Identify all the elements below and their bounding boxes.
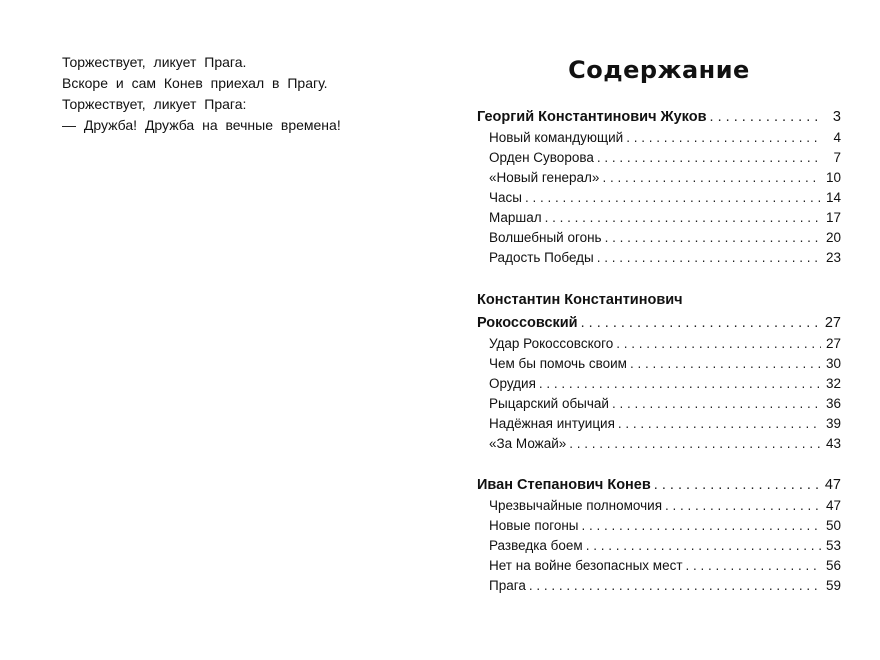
toc-page-number: 14 bbox=[825, 190, 841, 205]
toc-leader-dots bbox=[605, 228, 821, 248]
toc-entry-title: Георгий Константинович Жуков bbox=[477, 109, 707, 125]
toc-leader-dots bbox=[654, 474, 821, 496]
table-of-contents bbox=[477, 52, 841, 596]
toc-leader-dots bbox=[626, 128, 821, 148]
toc-entry-title: Новый командующий bbox=[489, 130, 624, 145]
toc-leader-dots bbox=[545, 208, 821, 228]
text-line: Торжествует, ликует Прага: bbox=[62, 96, 247, 112]
toc-entry[interactable] bbox=[477, 208, 841, 228]
toc-entry-title: «Новый генерал» bbox=[489, 170, 600, 185]
toc-leader-dots bbox=[525, 188, 821, 208]
toc-entry-title: Волшебный огонь bbox=[489, 230, 602, 245]
toc-entry-main[interactable] bbox=[477, 474, 841, 496]
toc-entry-title: Часы bbox=[489, 190, 522, 205]
toc-page-number: 7 bbox=[833, 150, 841, 165]
toc-entry-title: Орудия bbox=[489, 376, 536, 391]
toc-entry[interactable] bbox=[477, 556, 841, 576]
toc-entry[interactable] bbox=[477, 374, 841, 394]
toc-entry-title: Орден Суворова bbox=[489, 150, 594, 165]
toc-page-number: 10 bbox=[825, 170, 841, 185]
toc-entry[interactable] bbox=[477, 536, 841, 556]
toc-page-number: 47 bbox=[825, 498, 841, 513]
toc-page-number: 47 bbox=[824, 477, 841, 493]
toc-entry-title: Нет на войне безопасных мест bbox=[489, 558, 683, 573]
toc-entry[interactable] bbox=[477, 148, 841, 168]
toc-entry[interactable] bbox=[477, 128, 841, 148]
toc-entry-title: Рыцарский обычай bbox=[489, 396, 609, 411]
toc-entry-title: «За Можай» bbox=[489, 436, 567, 451]
toc-entry-title-line1: Константин Константинович bbox=[477, 292, 683, 308]
toc-leader-dots bbox=[586, 536, 821, 556]
toc-entry-title: Прага bbox=[489, 578, 526, 593]
toc-entry[interactable] bbox=[477, 496, 841, 516]
toc-leader-dots bbox=[581, 312, 821, 334]
toc-section-rokossovsky bbox=[477, 288, 841, 454]
toc-entry-title: Чрезвычайные полномочия bbox=[489, 498, 663, 513]
toc-section-zhukov bbox=[477, 106, 841, 268]
toc-entry[interactable] bbox=[477, 188, 841, 208]
toc-leader-dots bbox=[597, 248, 821, 268]
toc-section-konev bbox=[477, 474, 841, 596]
toc-entry-title: Иван Степанович Конев bbox=[477, 477, 651, 493]
toc-leader-dots bbox=[686, 556, 821, 576]
toc-entry[interactable] bbox=[477, 434, 841, 454]
toc-entry[interactable] bbox=[477, 354, 841, 374]
toc-leader-dots bbox=[602, 168, 821, 188]
toc-entry-main[interactable] bbox=[477, 106, 841, 128]
toc-entry-main[interactable] bbox=[477, 312, 841, 334]
text-line: Торжествует, ликует Прага. bbox=[62, 54, 247, 70]
toc-entry[interactable] bbox=[477, 248, 841, 268]
toc-entry[interactable] bbox=[477, 228, 841, 248]
text-line: Вскоре и сам Конев приехал в Прагу. bbox=[62, 75, 328, 91]
toc-page-number: 39 bbox=[825, 416, 841, 431]
toc-page-number: 3 bbox=[832, 109, 841, 125]
toc-entry-title: Новые погоны bbox=[489, 518, 579, 533]
toc-page-number: 30 bbox=[825, 356, 841, 371]
toc-leader-dots bbox=[597, 148, 821, 168]
toc-page-number: 43 bbox=[825, 436, 841, 451]
toc-page-number: 17 bbox=[825, 210, 841, 225]
toc-page-number: 4 bbox=[833, 130, 841, 145]
toc-entry[interactable] bbox=[477, 414, 841, 434]
toc-page-number: 23 bbox=[825, 250, 841, 265]
toc-leader-dots bbox=[582, 516, 821, 536]
toc-entry[interactable] bbox=[477, 576, 841, 596]
toc-entry-title: Радость Победы bbox=[489, 250, 594, 265]
toc-entry[interactable] bbox=[477, 516, 841, 536]
toc-page-number: 59 bbox=[825, 578, 841, 593]
toc-title: Содержание bbox=[568, 56, 750, 84]
toc-entry[interactable] bbox=[477, 334, 841, 354]
toc-leader-dots bbox=[616, 334, 821, 354]
text-line: — Дружба! Дружба на вечные времена! bbox=[62, 117, 341, 133]
toc-entry[interactable] bbox=[477, 394, 841, 414]
toc-leader-dots bbox=[529, 576, 821, 596]
toc-page-number: 56 bbox=[825, 558, 841, 573]
toc-page-number: 50 bbox=[825, 518, 841, 533]
toc-page-number: 53 bbox=[825, 538, 841, 553]
toc-page-number: 27 bbox=[824, 315, 841, 331]
toc-entry-title: Рокоссовский bbox=[477, 315, 578, 331]
toc-entry-title: Удар Рокоссовского bbox=[489, 336, 614, 351]
toc-entry-title: Надёжная интуиция bbox=[489, 416, 615, 431]
toc-leader-dots bbox=[630, 354, 821, 374]
toc-entry-title: Маршал bbox=[489, 210, 542, 225]
toc-leader-dots bbox=[612, 394, 821, 414]
toc-leader-dots bbox=[665, 496, 821, 516]
toc-page-number: 20 bbox=[825, 230, 841, 245]
toc-page-number: 27 bbox=[825, 336, 841, 351]
toc-leader-dots bbox=[710, 106, 821, 128]
toc-entry-title: Чем бы помочь своим bbox=[489, 356, 627, 371]
toc-entry[interactable] bbox=[477, 168, 841, 188]
toc-leader-dots bbox=[539, 374, 821, 394]
toc-leader-dots bbox=[569, 434, 821, 454]
left-page-text bbox=[62, 52, 422, 136]
toc-page-number: 32 bbox=[825, 376, 841, 391]
toc-leader-dots bbox=[618, 414, 821, 434]
toc-entry-title: Разведка боем bbox=[489, 538, 583, 553]
toc-page-number: 36 bbox=[825, 396, 841, 411]
